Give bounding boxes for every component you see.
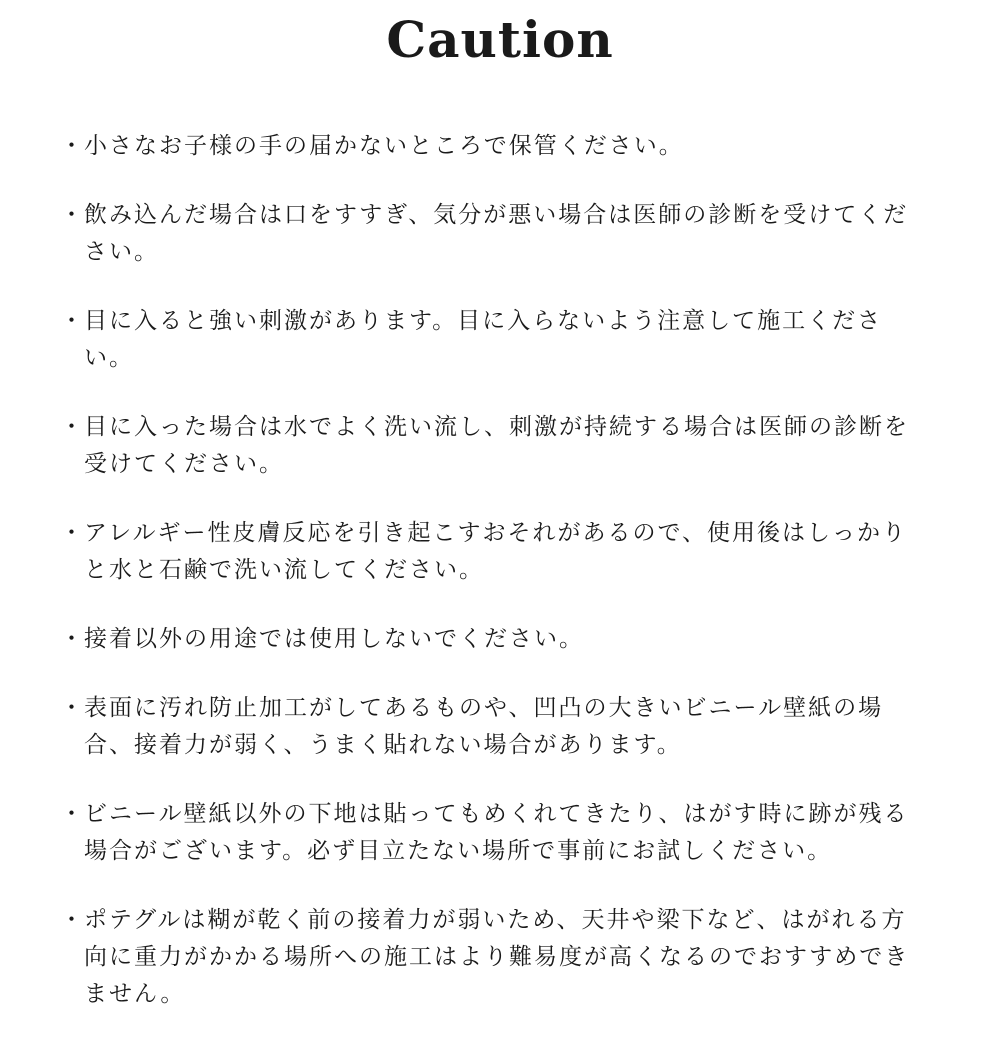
bullet-mark: ・ (60, 308, 85, 334)
caution-text: ポテグルは糊が乾く前の接着力が弱いため、天井や梁下など、はがれる方向に重力がかかる場所への施工はより難易度が高くなるのでおすすめできません。 (84, 907, 910, 1007)
bullet-mark: ・ (60, 414, 85, 440)
caution-item (60, 197, 930, 271)
caution-item (60, 128, 930, 165)
bullet-mark: ・ (60, 520, 85, 546)
caution-text: 目に入ると強い刺激があります。目に入らないよう注意して施工ください。 (84, 308, 883, 371)
bullet-mark: ・ (60, 695, 85, 721)
bullet-mark: ・ (60, 907, 85, 933)
caution-text: ビニール壁紙以外の下地は貼ってもめくれてきたり、はがす時に跡が残る場合がございます。必ず目立たない場所で事前にお試しください。 (84, 801, 909, 864)
caution-text: アレルギー性皮膚反応を引き起こすおそれがあるので、使用後はしっかりと水と石鹸で洗い流してください。 (84, 520, 908, 583)
bullet-mark: ・ (60, 801, 85, 827)
caution-list (60, 128, 930, 1045)
caution-item (60, 690, 930, 764)
caution-item (60, 796, 930, 870)
bullet-mark: ・ (60, 133, 85, 159)
caution-text: 接着以外の用途では使用しないでください。 (84, 626, 584, 652)
caution-item (60, 409, 930, 483)
bullet-mark: ・ (60, 626, 85, 652)
caution-text: 目に入った場合は水でよく洗い流し、刺激が持続する場合は医師の診断を受けてください。 (84, 414, 909, 477)
caution-item (60, 621, 930, 658)
caution-item (60, 303, 930, 377)
caution-text: 表面に汚れ防止加工がしてあるものや、凹凸の大きいビニール壁紙の場合、接着力が弱く、うまく貼れない場合があります。 (84, 695, 884, 758)
page-title: Caution (386, 10, 614, 69)
caution-text: 飲み込んだ場合は口をすすぎ、気分が悪い場合は医師の診断を受けてください。 (84, 202, 909, 265)
bullet-mark: ・ (60, 202, 85, 228)
caution-item (60, 515, 930, 589)
caution-text: 小さなお子様の手の届かないところで保管ください。 (84, 133, 684, 159)
caution-item (60, 902, 930, 1013)
